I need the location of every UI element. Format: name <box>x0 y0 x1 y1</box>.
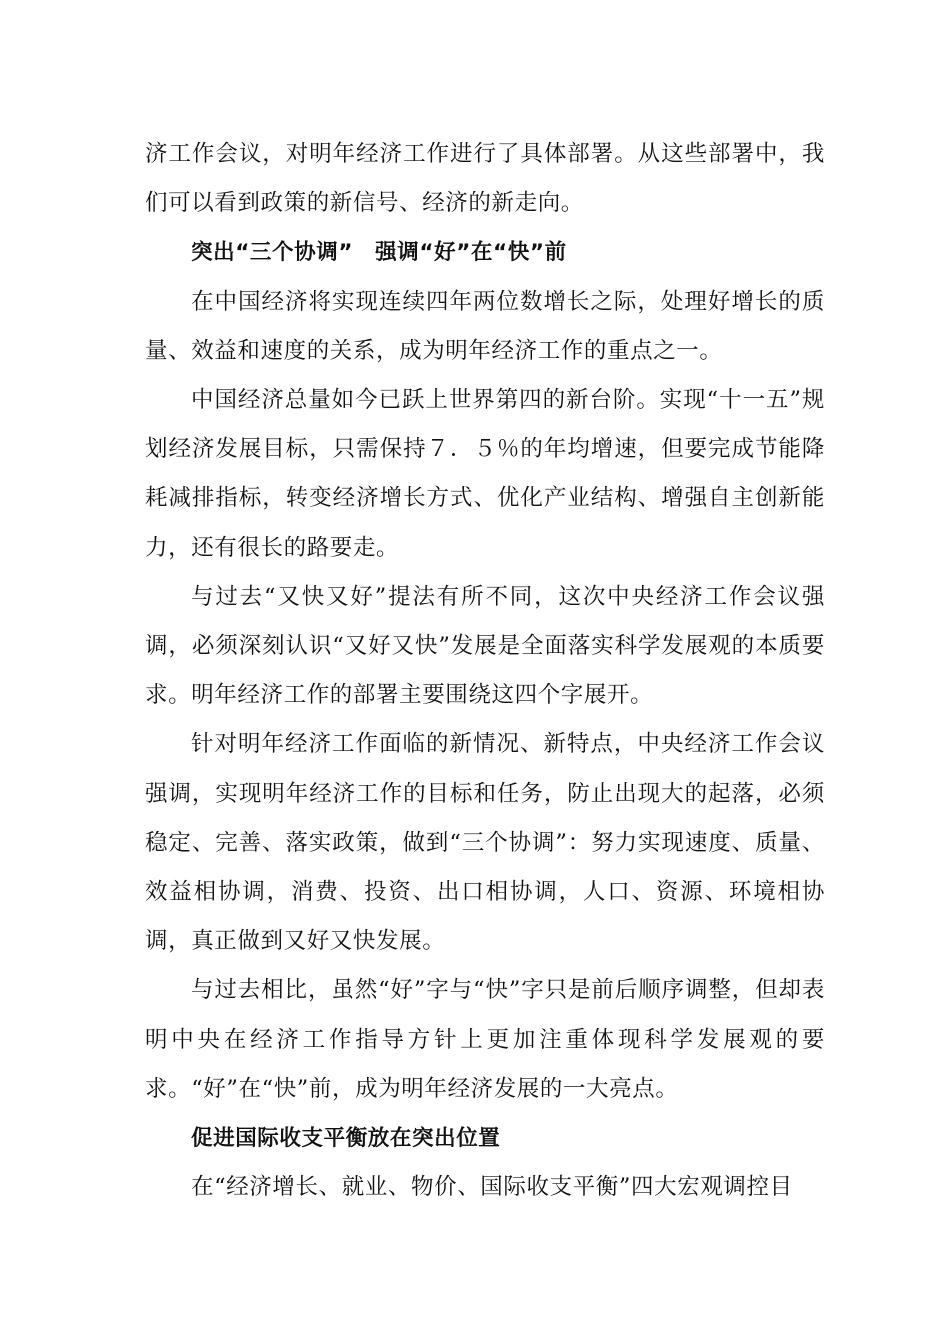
paragraph-continuation: 济工作会议，对明年经济工作进行了具体部署。从这些部署中，我们可以看到政策的新信号、经济的新走向。 <box>145 141 825 217</box>
paragraph-order-adjustment: 与过去相比，虽然“好”字与“快”字只是前后顺序调整，但却表明中央在经济工作指导方针上更加注重体现科学发展观的要求。“好”在“快”前，成为明年经济发展的一大亮点。 <box>145 977 825 1102</box>
paragraph-new-situation: 针对明年经济工作面临的新情况、新特点，中央经济工作会议强调，实现明年经济工作的目标和任务，防止出现大的起落，必须稳定、完善、落实政策，做到“三个协调”：努力实现速度、质量、效益相协调，消费、投资、出口相协调，人口、资源、环境相协调，真正做到又好又快发展。 <box>145 731 825 955</box>
paragraph-growth-quality: 在中国经济将实现连续四年两位数增长之际，处理好增长的质量、效益和速度的关系，成为明年经济工作的重点之一。 <box>145 288 825 364</box>
paragraph-macro-targets: 在“经济增长、就业、物价、国际收支平衡”四大宏观调控目 <box>191 1174 793 1201</box>
paragraph-good-and-fast: 与过去“又快又好”提法有所不同，这次中央经济工作会议强调，必须深刻认识“又好又快”发展是全面落实科学发展观的本质要求。明年经济工作的部署主要围绕这四个字展开。 <box>145 583 825 709</box>
document-body <box>145 130 825 1212</box>
paragraph-economic-total: 中国经济总量如今已跃上世界第四的新台阶。实现“十一五”规划经济发展目标，只需保持７．５％的年均增速，但要完成节能降耗减排指标，转变经济增长方式、优化产业结构、增强自主创新能力，还有很长的路要走。 <box>145 387 825 561</box>
section-heading-balance-of-payments: 促进国际收支平衡放在突出位置 <box>191 1126 501 1152</box>
section-heading-three-coordinations: 突出“三个协调” 强调“好”在“快”前 <box>191 240 567 266</box>
